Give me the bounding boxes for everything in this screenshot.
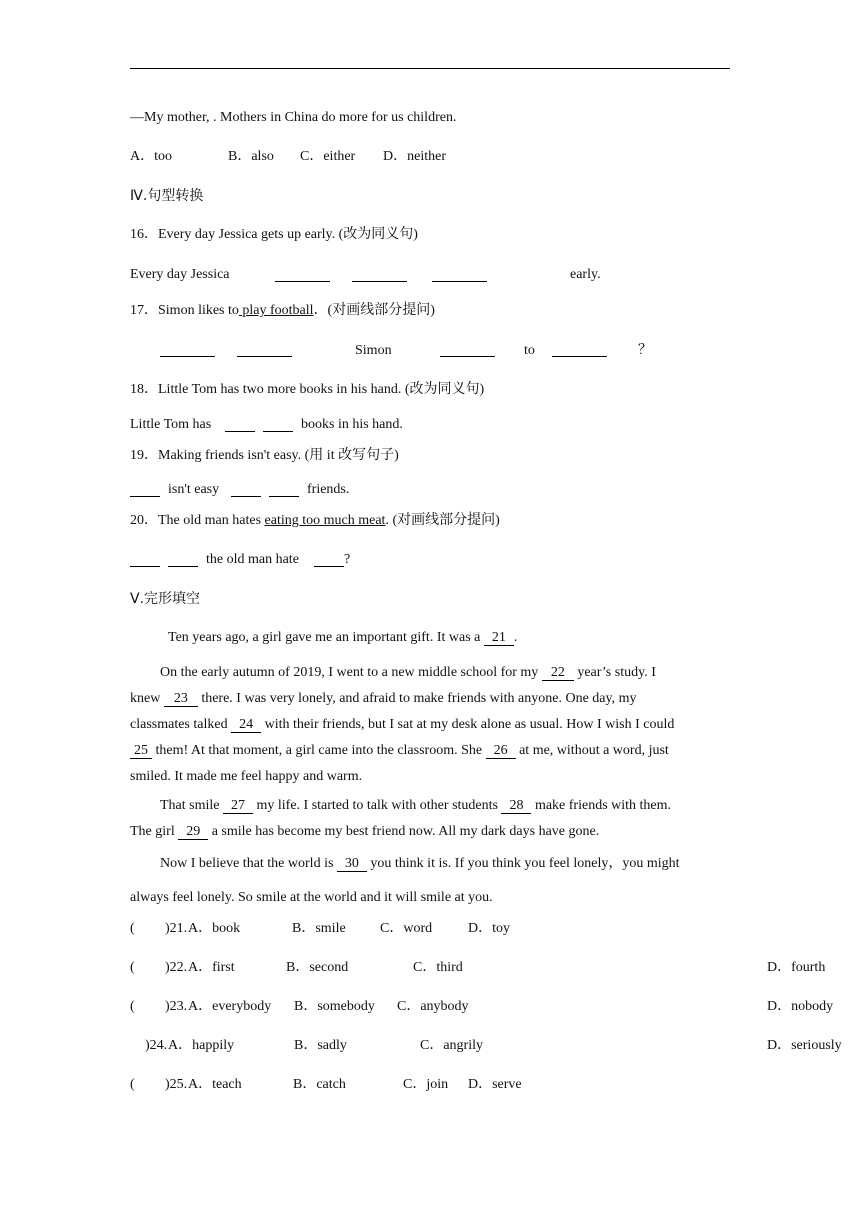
q17-question-mark: ？ — [638, 343, 652, 358]
q16-blank-1[interactable] — [275, 267, 330, 282]
q17-word-simon: Simon — [355, 343, 392, 358]
choice-c: C．join — [403, 1077, 449, 1092]
q17-blank-2[interactable] — [237, 342, 292, 357]
blank-22[interactable]: 22 — [542, 665, 574, 681]
q16-prompt: 16．Every day Jessica gets up early. (改为同义句) — [130, 227, 418, 242]
q19-blank-1[interactable] — [130, 482, 160, 497]
choice-b: B．sadly — [294, 1038, 347, 1053]
q20-blank-1[interactable] — [130, 552, 160, 567]
blank-28[interactable]: 28 — [501, 798, 531, 814]
choice-c: C．angrily — [420, 1038, 483, 1053]
cloze-paragraph-4-line-1: Now I believe that the world is 30 you think it is. If you think you feel lonely，you might — [160, 856, 680, 871]
q19-mid: isn't easy — [168, 482, 220, 497]
section4-title: Ⅳ.句型转换 — [130, 188, 204, 204]
choice-b: B．smile — [292, 921, 346, 936]
choice-a: A．teach — [188, 1077, 242, 1092]
choice-d: D．seriously — [767, 1038, 842, 1053]
cloze-paragraph-2: On the early autumn of 2019, I went to a new middle school for my 22 year’s study. I knew 23 there. I was very lonely, and afraid to make friends with anyone. One day, my classmates talked 24 with their friends, but I sat at my desk alone as usual. How I wish I could 25 them! At that moment, a girl came into the classroom. She 26 at me, without a word, just smiled. It made me feel happy and warm. — [130, 665, 675, 784]
choice-a: A．everybody — [188, 999, 272, 1014]
q15-option-a: A．too — [130, 149, 172, 164]
blank-30[interactable]: 30 — [337, 856, 367, 872]
q20-blank-2[interactable] — [168, 552, 198, 567]
choice-a: A．book — [188, 921, 241, 936]
choice-d: D．toy — [468, 921, 510, 936]
q15-option-b: B．also — [228, 149, 274, 164]
q18-blank-2[interactable] — [263, 417, 293, 432]
q16-blank-2[interactable] — [352, 267, 407, 282]
choice-a: A．first — [188, 960, 235, 975]
choice-c: C．word — [380, 921, 433, 936]
q20-mid: the old man hate — [206, 552, 299, 567]
choice-c: C．anybody — [397, 999, 469, 1014]
q17-blank-3[interactable] — [440, 342, 495, 357]
answer-paren[interactable]: ( — [130, 960, 135, 975]
q20-blank-3[interactable] — [314, 552, 344, 567]
blank-24[interactable]: 24 — [231, 717, 261, 733]
cloze-paragraph-4-line-2: always feel lonely. So smile at the world and it will smile at you. — [130, 890, 493, 905]
q17-word-to: to — [524, 343, 535, 358]
blank-25[interactable]: 25 — [130, 743, 152, 759]
choice-d: D．nobody — [767, 999, 834, 1014]
q16-blank-3[interactable] — [432, 267, 487, 282]
choice-c: C．third — [413, 960, 463, 975]
q18-blank-1[interactable] — [225, 417, 255, 432]
cloze-paragraph-3: That smile 27 my life. I started to talk with other students 28 make friends with them. The girl 29 a smile has become my best friend now. All my dark days have gone. — [130, 798, 672, 839]
q17-blank-4[interactable] — [552, 342, 607, 357]
blank-29[interactable]: 29 — [178, 824, 208, 840]
section5-title: Ⅴ.完形填空 — [130, 591, 201, 607]
choice-b: B．somebody — [294, 999, 375, 1014]
blank-27[interactable]: 27 — [223, 798, 253, 814]
choice-b: B．catch — [293, 1077, 346, 1092]
q16-lead: Every day Jessica — [130, 267, 230, 282]
q19-prompt: 19．Making friends isn't easy. (用 it 改写句子) — [130, 448, 399, 463]
q15-option-c: C．either — [300, 149, 356, 164]
answer-paren[interactable]: ( — [130, 921, 135, 936]
q20-prompt: 20．The old man hates eating too much meat. (对画线部分提问) — [130, 513, 500, 528]
choice-a: A．happily — [168, 1038, 235, 1053]
q15-answer-line: —My mother, . Mothers in China do more for us children. — [130, 110, 457, 125]
blank-26[interactable]: 26 — [486, 743, 516, 759]
q17-prompt: 17．Simon likes to play football．(对画线部分提问) — [130, 303, 435, 318]
q19-blank-3[interactable] — [269, 482, 299, 497]
q18-tail: books in his hand. — [301, 417, 403, 432]
choice-d: D．serve — [468, 1077, 522, 1092]
answer-paren[interactable]: ( — [130, 999, 135, 1014]
q17-blank-1[interactable] — [160, 342, 215, 357]
q20-question-mark: ? — [344, 552, 351, 567]
q19-blank-2[interactable] — [231, 482, 261, 497]
answer-paren[interactable]: ( — [130, 1077, 135, 1092]
header-rule — [130, 68, 730, 69]
q15-option-d: D．neither — [383, 149, 446, 164]
q19-tail: friends. — [307, 482, 350, 497]
q16-tail: early. — [570, 267, 601, 282]
cloze-paragraph-1: Ten years ago, a girl gave me an important gift. It was a 21 . — [168, 630, 518, 645]
blank-21[interactable]: 21 — [484, 630, 514, 646]
choice-b: B．second — [286, 960, 349, 975]
q18-lead: Little Tom has — [130, 417, 212, 432]
choice-d: D．fourth — [767, 960, 826, 975]
q18-prompt: 18．Little Tom has two more books in his hand. (改为同义句) — [130, 382, 485, 397]
blank-23[interactable]: 23 — [164, 691, 198, 707]
